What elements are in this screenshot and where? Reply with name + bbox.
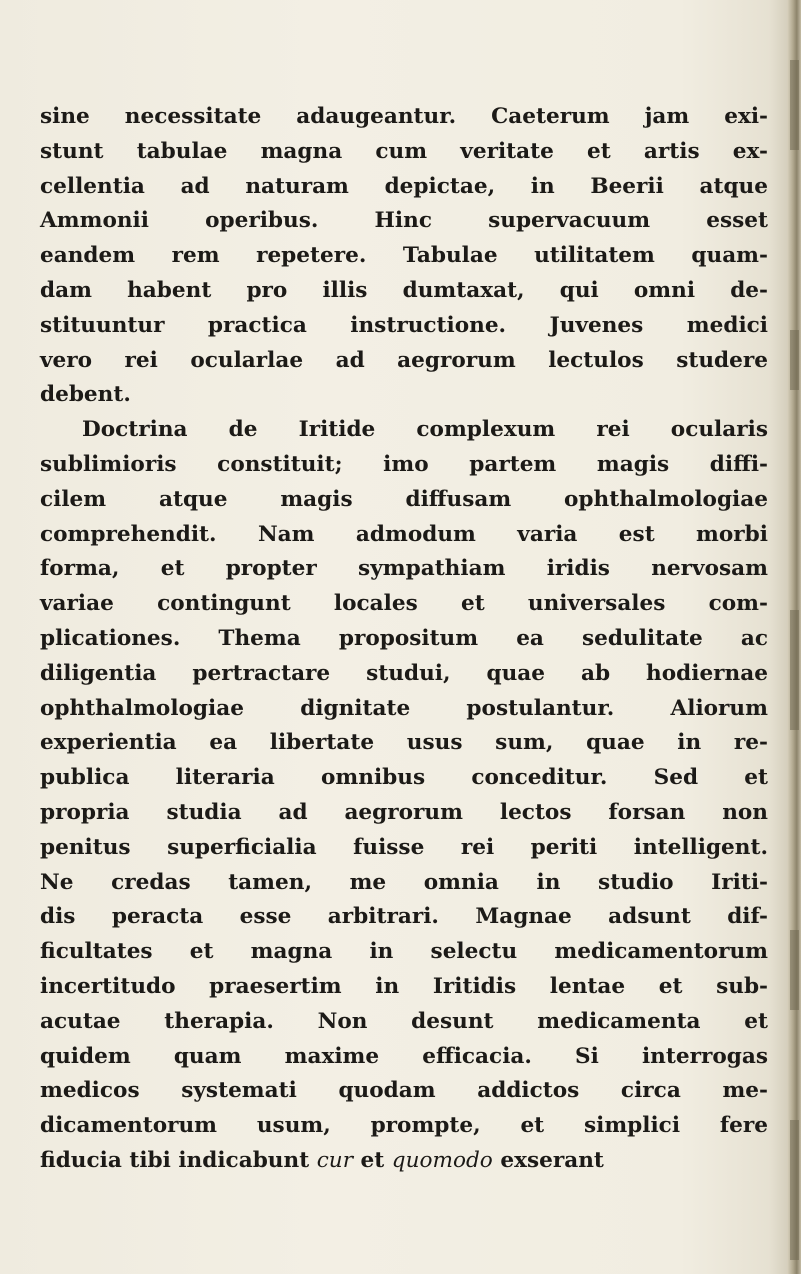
body-text — [40, 100, 768, 1179]
text-line: penitus superficialia fuisse rei periti intelligent. — [40, 834, 768, 860]
text-line: stituuntur practica instructione. Juvenes medici — [40, 312, 768, 338]
paragraph-2 — [40, 413, 768, 1179]
text-line: publica literaria omnibus conceditur. Sed et — [40, 765, 768, 791]
text-line: dam habent pro illis dumtaxat, qui omni de- — [40, 277, 768, 303]
text-span: et — [353, 1147, 392, 1173]
text-line: quidem quam maxime efficacia. Si interrogas — [40, 1043, 768, 1069]
edge-stain — [790, 330, 799, 390]
edge-stain — [790, 610, 799, 730]
page-edge-shadow — [787, 0, 801, 1274]
text-line: dis peracta esse arbitrari. Magnae adsunt dif- — [40, 904, 768, 930]
text-line: propria studia ad aegrorum lectos forsan non — [40, 799, 768, 825]
text-line: ficultates et magna in selectu medicamentorum — [40, 939, 768, 965]
text-line: stunt tabulae magna cum veritate et artis ex- — [40, 138, 768, 164]
paragraph-1 — [40, 100, 768, 413]
text-line: cellentia ad naturam depictae, in Beerii atque — [40, 173, 768, 199]
edge-stain — [790, 1120, 799, 1260]
text-line: sublimioris constituit; imo partem magis diffi- — [40, 451, 768, 477]
text-line: ophthalmologiae dignitate postulantur. Aliorum — [40, 695, 768, 721]
text-line: variae contingunt locales et universales com- — [40, 591, 768, 617]
italic-word: cur — [316, 1147, 354, 1173]
text-span: exserant — [492, 1147, 604, 1173]
text-line: medicos systemati quodam addictos circa me- — [40, 1078, 768, 1104]
text-line: debent. — [40, 382, 131, 408]
text-line: Doctrina de Iritide complexum rei ocularis — [82, 417, 768, 443]
text-line: vero rei ocularlae ad aegrorum lectulos studere — [40, 347, 768, 373]
edge-stain — [790, 930, 799, 1010]
text-line: Ne credas tamen, me omnia in studio Iriti- — [40, 869, 768, 895]
text-line: experientia ea libertate usus sum, quae in re- — [40, 730, 768, 756]
text-line: diligentia pertractare studui, quae ab hodiernae — [40, 660, 768, 686]
edge-stain — [790, 60, 799, 150]
italic-word: quomodo — [391, 1147, 493, 1173]
text-line: cilem atque magis diffusam ophthalmologiae — [40, 486, 768, 512]
text-line: acutae therapia. Non desunt medicamenta et — [40, 1008, 768, 1034]
text-line: comprehendit. Nam admodum varia est morbi — [40, 521, 768, 547]
text-line: Ammonii operibus. Hinc supervacuum esset — [40, 208, 768, 234]
text-line: dicamentorum usum, prompte, et simplici fere — [40, 1113, 768, 1139]
text-line: incertitudo praesertim in Iritidis lentae et sub- — [40, 973, 768, 999]
text-line: eandem rem repetere. Tabulae utilitatem quam- — [40, 243, 768, 269]
text-line: forma, et propter sympathiam iridis nervosam — [40, 556, 768, 582]
text-line: plicationes. Thema propositum ea sedulitate ac — [40, 625, 768, 651]
text-span: fiducia tibi indicabunt — [40, 1147, 317, 1173]
text-line-final — [40, 1144, 768, 1179]
text-line: sine necessitate adaugeantur. Caeterum jam exi- — [40, 104, 768, 129]
